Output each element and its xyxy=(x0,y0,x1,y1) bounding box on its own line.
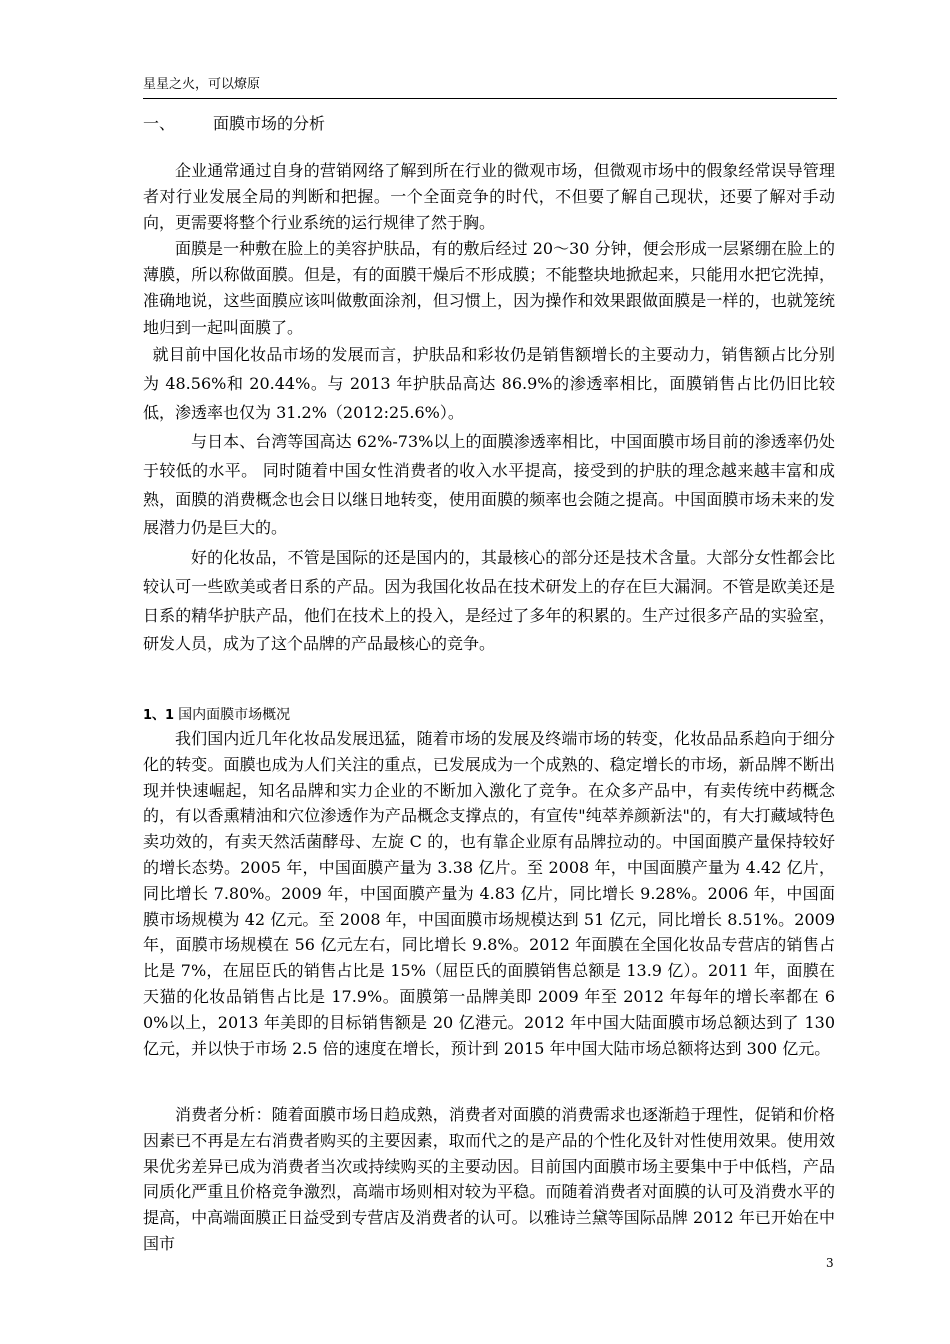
subsection-heading xyxy=(143,704,290,727)
subsection-paragraph-1: 我们国内近几年化妆品发展迅猛，随着市场的发展及终端市场的转变，化妆品品系趋向于细分化的转变。面膜也成为人们关注的重点，已发展成为一个成熟的、稳定增长的市场，新品牌不断出现并快速崛起，知名品牌和实力企业的不断加入激化了竞争。在众多产品中，有卖传统中药概念的，有以香熏精油和穴位渗透作为产品概念支撑点的，有宣传"纯萃养颜新法"的，有大打藏域特色卖功效的，有卖天然活菌酵母、左旋 C 的，也有靠企业原有品牌拉动的。中国面膜产量保持较好的增长态势。2005 年，中国面膜产量为 3.38 亿片。至 2008 年，中国面膜产量为 4.42 亿片，同比增长 7.80%。2009 年，中国面膜产量为 4.83 亿片，同比增长 9.28%。2006 年，中国面膜市场规模为 42 亿元。至 2008 年，中国面膜市场规模达到 51 亿元，同比增长 8.51%。2009 年，面膜市场规模在 56 亿元左右，同比增长 9.8%。2012 年面膜在全国化妆品专营店的销售占比是 7%，在屈臣氏的销售占比是 15%（屈臣氏的面膜销售总额是 13.9 亿）。2011 年，面膜在天猫的化妆品销售占比是 17.9%。面膜第一品牌美即 2009 年至 2012 年每年的增长率都在 60%以上，2013 年美即的目标销售额是 20 亿港元。2012 年中国大陆面膜市场总额达到了 130 亿元，并以快于市场 2.5 倍的速度在增长，预计到 2015 年中国大陆市场总额将达到 300 亿元。 xyxy=(143,729,835,1058)
subsection-title-text: 国内面膜市场概况 xyxy=(178,707,291,723)
subsection-paragraph-2: 消费者分析：随着面膜市场日趋成熟，消费者对面膜的消费需求也逐渐趋于理性，促销和价格因素已不再是左右消费者购买的主要因素，取而代之的是产品的个性化及针对性使用效果。使用效果优劣差异已成为消费者当次或持续购买的主要动因。目前国内面膜市场主要集中于中低档，产品同质化严重且价格竞争激烈，高端市场则相对较为平稳。而随着消费者对面膜的认可及消费水平的提高，中高端面膜正日益受到专营店及消费者的认可。以雅诗兰黛等国际品牌 2012 年已开始在中国市 xyxy=(143,1105,835,1253)
section-number: 一、 xyxy=(143,114,176,133)
paragraph-4: 与日本、台湾等国高达 62%-73%以上的面膜渗透率相比，中国面膜市场目前的渗透率仍处于较低的水平。 同时随着中国女性消费者的收入水平提高，接受到的护肤的理念越来越丰富和成熟，面膜的消费概念也会日以继日地转变，使用面膜的频率也会随之提高。中国面膜市场未来的发展潜力仍是巨大的。 xyxy=(143,432,835,538)
paragraph-1: 企业通常通过自身的营销网络了解到所在行业的微观市场，但微观市场中的假象经常误导管理者对行业发展全局的判断和把握。一个全面竞争的时代，不但要了解自己现状，还要了解对手动向，更需要将整个行业系统的运行规律了然于胸。 xyxy=(143,161,835,233)
section-title-text: 面膜市场的分析 xyxy=(213,114,326,133)
page-number: 3 xyxy=(826,1256,834,1270)
paragraph-2: 面膜是一种敷在脸上的美容护肤品，有的敷后经过 20～30 分钟，便会形成一层紧绷在脸上的薄膜，所以称做面膜。但是，有的面膜干燥后不形成膜；不能整块地掀起来，只能用水把它洗掉，准确地说，这些面膜应该叫做敷面涂剂，但习惯上，因为操作和效果跟做面膜是一样的，也就笼统地归到一起叫面膜了。 xyxy=(143,239,835,337)
subsection-number: 1、1 xyxy=(143,708,175,723)
paragraph-5: 好的化妆品，不管是国际的还是国内的，其最核心的部分还是技术含量。大部分女性都会比较认可一些欧美或者日系的产品。因为我国化妆品在技术研发上的存在巨大漏洞。不管是欧美还是日系的精华护肤产品，他们在技术上的投入，是经过了多年的积累的。生产过很多产品的实验室，研发人员，成为了这个品牌的产品最核心的竞争。 xyxy=(143,548,835,654)
section-heading xyxy=(143,113,325,135)
page-header: 星星之火，可以燎原 xyxy=(143,76,837,99)
paragraph-3: 就目前中国化妆品市场的发展而言，护肤品和彩妆仍是销售额增长的主要动力，销售额占比分别为 48.56%和 20.44%。与 2013 年护肤品高达 86.9%的渗透率相比，面膜销售占比仍旧比较低，渗透率也仅为 31.2%（2012:25.6%）。 xyxy=(143,345,835,422)
